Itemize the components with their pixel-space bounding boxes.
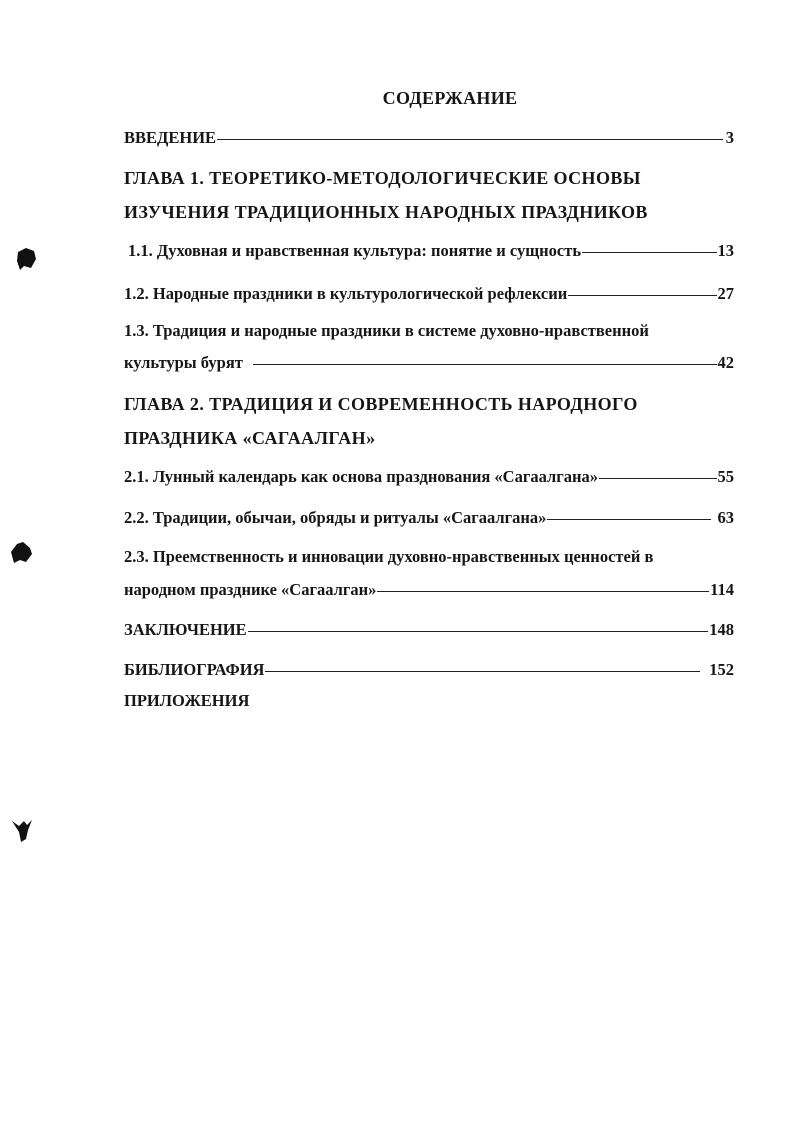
dot-leader [599, 478, 717, 479]
toc-entry-label: культуры бурят [124, 353, 243, 372]
scan-mark-middle [8, 540, 34, 566]
toc-entry-1-3-line-1[interactable]: 1.3. Традиция и народные праздники в системе духовно-нравственной [124, 321, 649, 340]
dot-leader [248, 631, 709, 632]
chapter-1-heading-line-1[interactable]: ГЛАВА 1. ТЕОРЕТИКО-МЕТОДОЛОГИЧЕСКИЕ ОСНОВЫ [124, 168, 641, 188]
toc-entry-page: 27 [717, 284, 734, 303]
toc-entry-page: 114 [710, 580, 734, 599]
toc-entry-label: ЗАКЛЮЧЕНИЕ [124, 620, 247, 639]
toc-entry-page: 63 [717, 508, 734, 527]
toc-entry-bibliography[interactable] [124, 660, 734, 680]
toc-entry-1-2[interactable] [124, 284, 734, 304]
toc-entry-appendices[interactable]: ПРИЛОЖЕНИЯ [124, 691, 250, 710]
toc-entry-page: 148 [709, 620, 734, 639]
toc-entry-label: народном празднике «Сагаалган» [124, 580, 377, 599]
dot-leader [217, 139, 723, 140]
chapter-1-heading-line-2[interactable]: ИЗУЧЕНИЯ ТРАДИЦИОННЫХ НАРОДНЫХ ПРАЗДНИКОВ [124, 202, 648, 222]
chapter-2-heading-line-2[interactable]: ПРАЗДНИКА «САГААЛГАН» [124, 428, 376, 448]
toc-entry-label: 1.2. Народные праздники в культурологической рефлексии [124, 284, 568, 303]
toc-entry-2-1[interactable] [124, 467, 734, 487]
toc-entry-label: 2.2. Традиции, обычаи, обряды и ритуалы «Сагаалгана» [124, 508, 547, 527]
toc-title: СОДЕРЖАНИЕ [382, 88, 518, 108]
dot-leader [377, 591, 709, 592]
toc-entry-label: БИБЛИОГРАФИЯ [124, 660, 265, 679]
toc-entry-1-1[interactable] [128, 241, 734, 261]
scan-mark-top [14, 246, 40, 272]
dot-leader [547, 519, 710, 520]
chapter-2-heading-line-1[interactable]: ГЛАВА 2. ТРАДИЦИЯ И СОВРЕМЕННОСТЬ НАРОДНОГО [124, 394, 638, 414]
toc-entry-label: 1.1. Духовная и нравственная культура: понятие и сущность [128, 241, 582, 260]
toc-entry-page: 42 [717, 353, 734, 372]
toc-entry-intro[interactable] [124, 128, 734, 148]
scan-mark-bottom [10, 818, 36, 844]
toc-entry-conclusion[interactable] [124, 620, 734, 640]
dot-leader [582, 252, 716, 253]
toc-entry-2-3-line-1[interactable]: 2.3. Преемственность и инновации духовно-нравственных ценностей в [124, 547, 654, 566]
toc-entry-page: 152 [709, 660, 734, 679]
toc-entry-2-2[interactable] [124, 508, 734, 528]
toc-entry-page: 3 [725, 128, 734, 147]
toc-entry-1-3[interactable] [124, 353, 734, 373]
toc-entry-label: ВВЕДЕНИЕ [124, 128, 217, 147]
dot-leader [568, 295, 716, 296]
toc-entry-page: 55 [717, 467, 734, 486]
toc-entry-label: 2.1. Лунный календарь как основа празднования «Сагаалгана» [124, 467, 598, 486]
dot-leader [265, 671, 700, 672]
dot-leader [253, 364, 717, 365]
toc-entry-2-3[interactable] [124, 580, 734, 600]
toc-entry-page: 13 [717, 241, 734, 260]
